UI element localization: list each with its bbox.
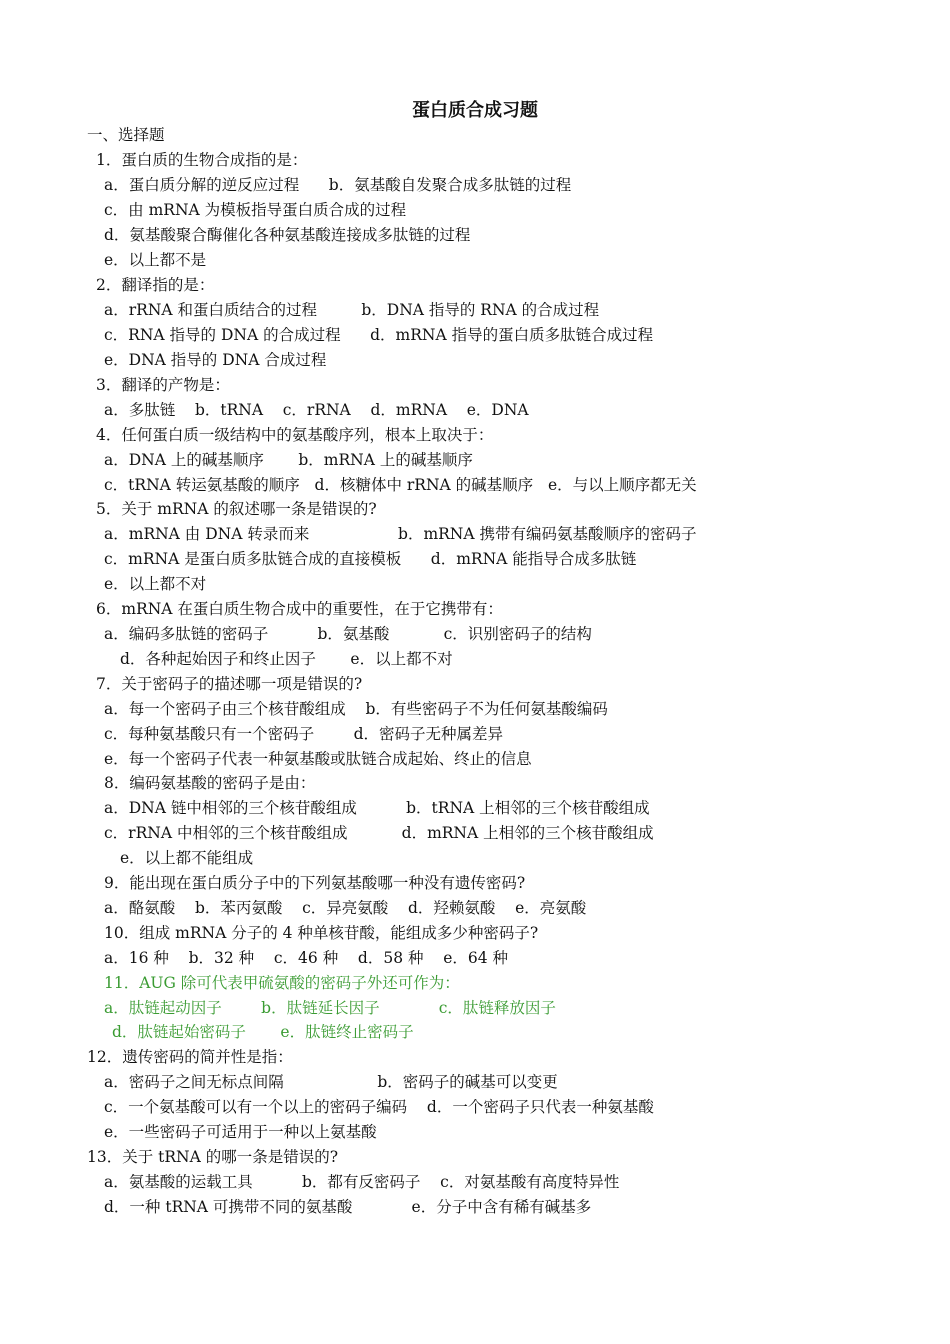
- option-line: d．各种起始因子和终止因子 e．以上都不对: [120, 650, 453, 668]
- question-9: 9．能出现在蛋白质分子中的下列氨基酸哪一种没有遗传密码?: [104, 874, 526, 892]
- question-11: 11．AUG 除可代表甲硫氨酸的密码子外还可作为：: [104, 974, 460, 992]
- option-line: e．一些密码子可适用于一种以上氨基酸: [104, 1123, 377, 1141]
- option-line: c．tRNA 转运氨基酸的顺序 d．核糖体中 rRNA 的碱基顺序 e．与以上顺序都无关: [104, 476, 697, 494]
- question-7: 7．关于密码子的描述哪一项是错误的?: [96, 675, 363, 693]
- option-line: a．mRNA 由 DNA 转录而来 b．mRNA 携带有编码氨基酸顺序的密码子: [104, 525, 697, 543]
- option-line: d．氨基酸聚合酶催化各种氨基酸连接成多肽链的过程: [104, 226, 471, 244]
- option-line: a．氨基酸的运载工具 b．都有反密码子 c．对氨基酸有高度特异性: [104, 1173, 620, 1191]
- option-line: a．肽链起动因子 b．肽链延长因子 c．肽链释放因子: [104, 999, 556, 1017]
- option-line: a．DNA 上的碱基顺序 b．mRNA 上的碱基顺序: [104, 451, 473, 469]
- option-line: c．rRNA 中相邻的三个核苷酸组成 d．mRNA 上相邻的三个核苷酸组成: [104, 824, 654, 842]
- option-line: a．DNA 链中相邻的三个核苷酸组成 b．tRNA 上相邻的三个核苷酸组成: [104, 799, 650, 817]
- question-1: 1．蛋白质的生物合成指的是：: [96, 151, 308, 169]
- option-line: e．DNA 指导的 DNA 合成过程: [104, 351, 327, 369]
- option-line: c．RNA 指导的 DNA 的合成过程 d．mRNA 指导的蛋白质多肽链合成过程: [104, 326, 654, 344]
- option-line: c．mRNA 是蛋白质多肽链合成的直接模板 d．mRNA 能指导合成多肽链: [104, 550, 637, 568]
- question-6: 6．mRNA 在蛋白质生物合成中的重要性，在于它携带有：: [96, 600, 503, 618]
- option-line: a．编码多肽链的密码子 b．氨基酸 c．识别密码子的结构: [104, 625, 592, 643]
- option-line: a．蛋白质分解的逆反应过程 b．氨基酸自发聚合成多肽链的过程: [104, 176, 572, 194]
- question-3: 3．翻译的产物是：: [96, 376, 230, 394]
- option-line: a．每一个密码子由三个核苷酸组成 b．有些密码子不为任何氨基酸编码: [104, 700, 608, 718]
- option-line: a．16 种 b．32 种 c．46 种 d．58 种 e．64 种: [104, 949, 509, 967]
- option-line: e．以上都不能组成: [120, 849, 254, 867]
- option-line: d．肽链起始密码子 e．肽链终止密码子: [112, 1023, 414, 1041]
- option-line: a．酪氨酸 b．苯丙氨酸 c．异亮氨酸 d．羟赖氨酸 e．亮氨酸: [104, 899, 587, 917]
- question-4: 4．任何蛋白质一级结构中的氨基酸序列，根本上取决于：: [96, 426, 494, 444]
- question-13: 13．关于 tRNA 的哪一条是错误的?: [87, 1148, 339, 1166]
- option-line: d．一种 tRNA 可携带不同的氨基酸 e．分子中含有稀有碱基多: [104, 1198, 592, 1216]
- question-2: 2．翻译指的是：: [96, 276, 215, 294]
- question-12: 12．遗传密码的简并性是指：: [87, 1048, 293, 1066]
- option-line: e．以上都不对: [104, 575, 207, 593]
- section-heading: 一、选择题: [87, 126, 165, 144]
- question-10: 10．组成 mRNA 分子的 4 种单核苷酸，能组成多少种密码子?: [104, 924, 539, 942]
- option-line: e．每一个密码子代表一种氨基酸或肽链合成起始、终止的信息: [104, 750, 532, 768]
- page-title: 蛋白质合成习题: [412, 100, 538, 121]
- option-line: c．一个氨基酸可以有一个以上的密码子编码 d．一个密码子只代表一种氨基酸: [104, 1098, 654, 1116]
- option-line: c．每种氨基酸只有一个密码子 d．密码子无种属差异: [104, 725, 504, 743]
- option-line: e．以上都不是: [104, 251, 207, 269]
- question-8: 8．编码氨基酸的密码子是由：: [104, 774, 316, 792]
- option-line: c．由 mRNA 为模板指导蛋白质合成的过程: [104, 201, 407, 219]
- option-line: a．多肽链 b．tRNA c．rRNA d．mRNA e．DNA: [104, 401, 529, 419]
- option-line: a．密码子之间无标点间隔 b．密码子的碱基可以变更: [104, 1073, 558, 1091]
- question-5: 5．关于 mRNA 的叙述哪一条是错误的?: [96, 500, 377, 518]
- option-line: a．rRNA 和蛋白质结合的过程 b．DNA 指导的 RNA 的合成过程: [104, 301, 600, 319]
